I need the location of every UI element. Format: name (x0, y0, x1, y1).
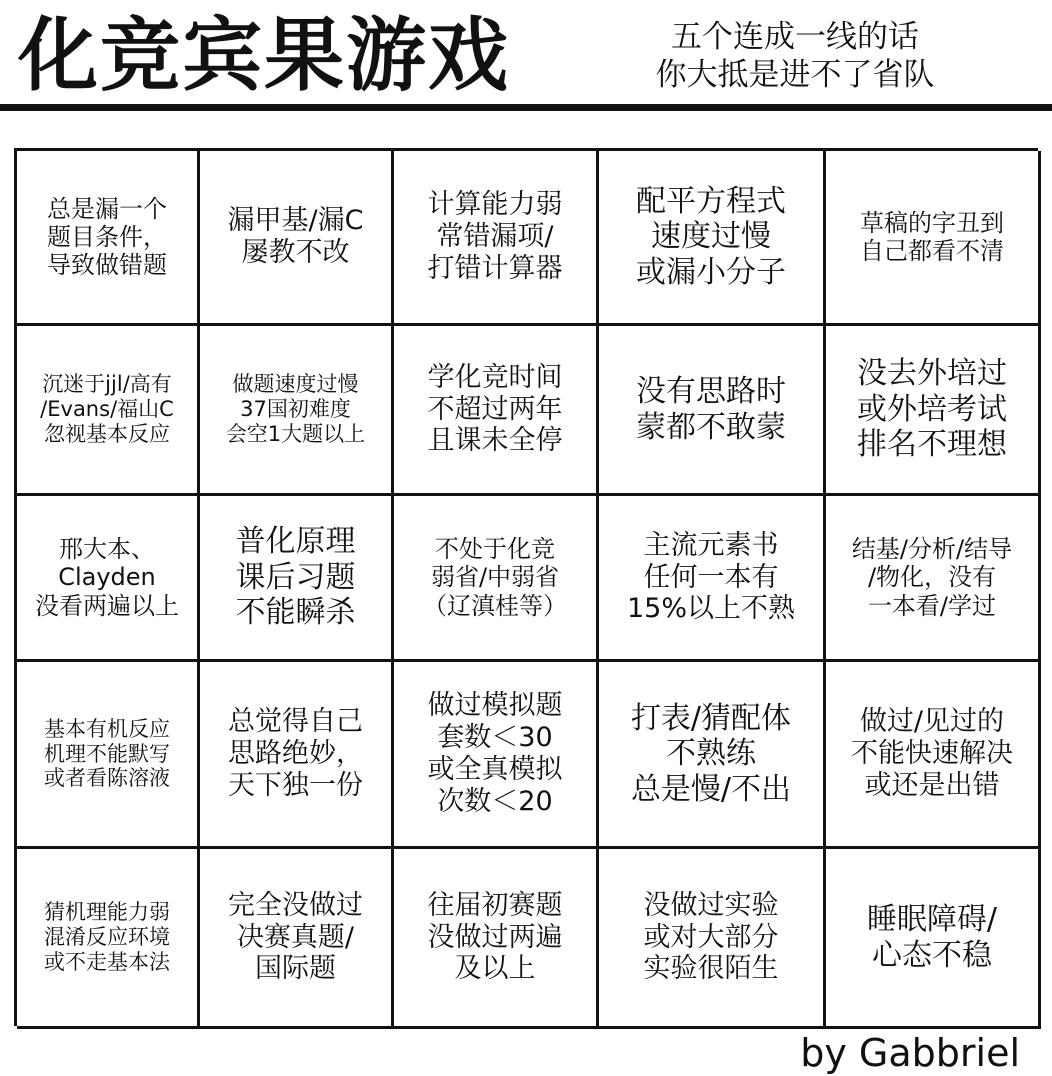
page-title: 化竞宾果游戏 (18, 9, 510, 102)
cell-text: 没有思路时 蒙都不敢蒙 (636, 374, 786, 445)
bingo-cell-r3c2 (200, 496, 394, 662)
bingo-cell-r4c5 (826, 662, 1041, 849)
cell-text: 不处于化竞 弱省/中弱省 （辽滇桂等） (423, 535, 567, 620)
bingo-cell-r5c3 (394, 849, 599, 1029)
cell-text: 主流元素书 任何一本有 15%以上不熟 (626, 529, 795, 625)
bingo-cell-r2c5 (826, 326, 1041, 496)
bingo-cell-r3c5 (826, 496, 1041, 662)
cell-text: 学化竞时间 不超过两年 且课未全停 (427, 361, 563, 457)
bingo-cell-r5c5 (826, 849, 1041, 1029)
cell-text: 计算能力弱 常错漏项/ 打错计算器 (427, 189, 563, 284)
cell-text: 往届初赛题 没做过两遍 及以上 (427, 889, 563, 985)
subtitle-line-1: 五个连成一线的话 (671, 19, 919, 55)
cell-text: 结基/分析/结导 /物化，没有 一本看/学过 (851, 535, 1013, 620)
cell-text: 草稿的字丑到 自己都看不清 (860, 208, 1004, 265)
cell-text: 配平方程式 速度过慢 或漏小分子 (636, 183, 786, 290)
cell-text: 没做过实验 或对大部分 实验很陌生 (643, 889, 779, 985)
subtitle-line-2: 你大抵是进不了省队 (655, 57, 935, 93)
cell-text: 没去外培过 或外培考试 排名不理想 (857, 356, 1007, 463)
bingo-cell-r1c4 (599, 151, 826, 326)
cell-text: 总觉得自己 思路绝妙， 天下独一份 (228, 706, 363, 801)
bingo-cell-r5c4 (599, 849, 826, 1029)
bingo-board (14, 148, 1038, 1026)
bingo-cell-r4c2 (200, 662, 394, 849)
cell-text: 普化原理 课后习题 不能瞬杀 (235, 524, 356, 631)
bingo-cell-r2c3 (394, 326, 599, 496)
bingo-cell-r3c4 (599, 496, 826, 662)
cell-text: 做题速度过慢 37国初难度 会空1大题以上 (225, 372, 366, 446)
cell-text: 做过/见过的 不能快速解决 或还是出错 (851, 706, 1013, 801)
cell-text: 做过模拟题 套数＜30 或全真模拟 次数＜20 (427, 690, 563, 817)
bingo-cell-r5c2 (200, 849, 394, 1029)
cell-text: 基本有机反应 机理不能默写 或者看陈溶液 (44, 716, 170, 791)
cell-text: 睡眠障碍/ 心态不稳 (866, 902, 998, 973)
bingo-cell-r3c1 (17, 496, 200, 662)
bingo-cell-r1c5 (826, 151, 1041, 326)
bingo-cell-r2c4 (599, 326, 826, 496)
title-divider (0, 104, 1052, 111)
bingo-cell-r4c4 (599, 662, 826, 849)
bingo-cell-r1c1 (17, 151, 200, 326)
bingo-cell-r5c1 (17, 849, 200, 1029)
cell-text: 打表/猜配体 不熟练 总是慢/不出 (630, 700, 792, 807)
subtitle (630, 18, 960, 94)
bingo-cell-r3c3 (394, 496, 599, 662)
bingo-cell-r1c3 (394, 151, 599, 326)
author-credit: by Gabbriel (800, 1031, 1020, 1075)
cell-text: 猜机理能力弱 混淆反应环境 或不走基本法 (44, 900, 170, 974)
bingo-cell-r4c3 (394, 662, 599, 849)
bingo-cell-r1c2 (200, 151, 394, 326)
bingo-cell-r2c1 (17, 326, 200, 496)
bingo-cell-r2c2 (200, 326, 394, 496)
cell-text: 总是漏一个 题目条件， 导致做错题 (47, 194, 167, 280)
cell-text: 漏甲基/漏C 屡教不改 (227, 205, 364, 268)
cell-text: 沉迷于jjl/高有 /Evans/福山C 忽视基本反应 (40, 372, 174, 446)
bingo-cell-r4c1 (17, 662, 200, 849)
cell-text: 邢大本、 Clayden 没看两遍以上 (35, 535, 179, 620)
cell-text: 完全没做过 决赛真题/ 国际题 (228, 889, 363, 985)
